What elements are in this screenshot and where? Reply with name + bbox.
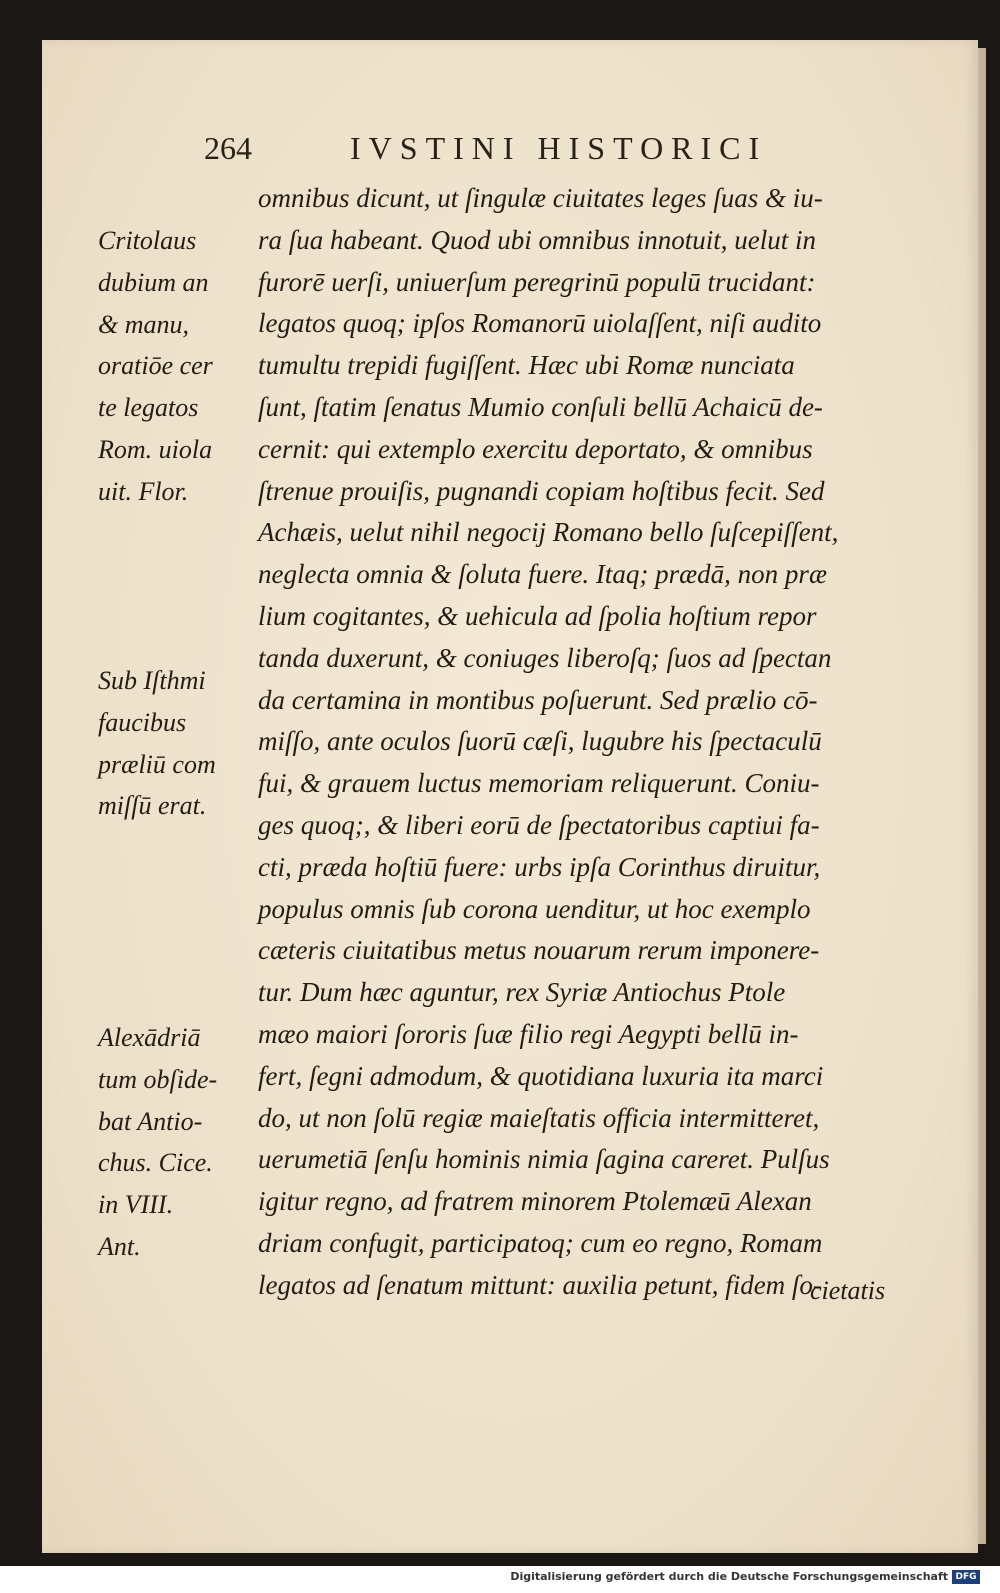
digitization-credit: Digitalisierung gefördert durch die Deutsche Forschungsgemeinschaft <box>510 1570 948 1583</box>
text-line: neglecta omnia & ſoluta fuere. Itaq; prædā, non præ <box>258 559 827 590</box>
marginal-note-line: in VIII. <box>98 1190 174 1220</box>
text-line: legatos quoq; ipſos Romanorū uiolaſſent, niſi audito <box>258 308 822 339</box>
text-line: populus omnis ſub corona uenditur, ut hoc exemplo <box>258 893 811 924</box>
marginal-note-line: Ant. <box>98 1231 141 1261</box>
marginal-note-line: & manu, <box>98 309 189 339</box>
text-line: cæteris ciuitatibus metus nouarum rerum imponere- <box>258 935 820 966</box>
text-line: cti, præda hoſtiū fuere: urbs ipſa Corinthus diruitur, <box>258 851 821 882</box>
text-line: Achæis, uelut nihil negocij Romano bello ſuſcepiſſent, <box>258 517 839 548</box>
text-line: ra ſua habeant. Quod ubi omnibus innotuit, uelut in <box>258 224 816 255</box>
text-line: fui, & grauem luctus memoriam reliquerunt. Coniu- <box>258 768 820 799</box>
marginal-note-line: dubium an <box>98 267 209 297</box>
text-line: tanda duxerunt, & coniuges liberoſq; ſuos ad ſpectan <box>258 642 832 673</box>
dfg-logo-icon: DFG <box>952 1570 980 1584</box>
text-line: igitur regno, ad fratrem minorem Ptolemæū Alexan <box>258 1186 812 1217</box>
marginal-note-line: miſſū erat. <box>98 791 207 821</box>
text-line: tumultu trepidi fugiſſent. Hæc ubi Romæ nunciata <box>258 350 795 381</box>
text-line: miſſo, ante oculos ſuorū cæſi, lugubre his ſpectaculū <box>258 726 822 757</box>
marginal-note-line: te legatos <box>98 393 199 423</box>
marginal-note-line: bat Antio- <box>98 1106 203 1136</box>
text-line: do, ut non ſolū regiæ maieſtatis officia intermitteret, <box>258 1102 820 1133</box>
page-number: 264 <box>204 130 252 166</box>
page-header <box>200 130 840 174</box>
marginal-note-alexandria <box>98 1017 256 1268</box>
text-line: lium cogitantes, & uehicula ad ſpolia hoſtium repor <box>258 600 817 631</box>
marginal-note-line: faucibus <box>98 707 187 737</box>
marginal-note-line: Sub Iſthmi <box>98 666 206 695</box>
text-line: tur. Dum hæc aguntur, rex Syriæ Antiochus Ptole <box>258 977 786 1008</box>
text-line: omnibus dicunt, ut ſingulæ ciuitates leges ſuas & iu- <box>258 183 823 213</box>
marginal-note-line: chus. Cice. <box>98 1148 213 1178</box>
main-text-block <box>258 178 920 1307</box>
text-line: fert, ſegni admodum, & quotidiana luxuria ita marci <box>258 1060 824 1091</box>
footer-strip <box>0 1566 1000 1593</box>
marginal-note-line: oratiōe cer <box>98 351 213 381</box>
text-line: mæo maiori ſororis ſuæ filio regi Aegypti bellū in- <box>258 1018 799 1049</box>
catchword: cietatis <box>810 1276 886 1305</box>
text-line: cernit: qui extemplo exercitu deportato, & omnibus <box>258 433 813 464</box>
text-line: da certamina in montibus poſuerunt. Sed prælio cō- <box>258 684 818 715</box>
marginal-note-line: uit. Flor. <box>98 476 189 506</box>
marginal-note-line: Rom. uiola <box>98 434 213 464</box>
marginal-note-line: tum obſide- <box>98 1064 218 1094</box>
text-line: furorē uerſi, uniuerſum peregrinū populū trucidant: <box>258 266 816 297</box>
text-line: uerumetiā ſenſu hominis nimia ſagina careret. Pulſus <box>258 1144 830 1175</box>
marginal-note-critolaus <box>98 220 256 513</box>
marginal-note-isthmus <box>98 660 256 827</box>
text-line: ges quoq;, & liberi eorū de ſpectatoribus captiui fa- <box>258 809 820 840</box>
text-line: ſunt, ſtatim ſenatus Mumio conſuli bellū Achaicū de- <box>258 391 823 422</box>
marginal-note-line: Alexādriā <box>98 1023 201 1052</box>
marginal-note-line: præliū com <box>98 749 216 779</box>
marginal-note-line: Critolaus <box>98 226 197 255</box>
text-line: ſtrenue prouiſis, pugnandi copiam hoſtibus fecit. Sed <box>258 475 825 506</box>
text-line: legatos ad ſenatum mittunt: auxilia petunt, fidem ſo- <box>258 1269 822 1300</box>
running-title: IVSTINI HISTORICI <box>350 130 768 166</box>
text-line: driam confugit, participatoq; cum eo regno, Romam <box>258 1227 823 1258</box>
